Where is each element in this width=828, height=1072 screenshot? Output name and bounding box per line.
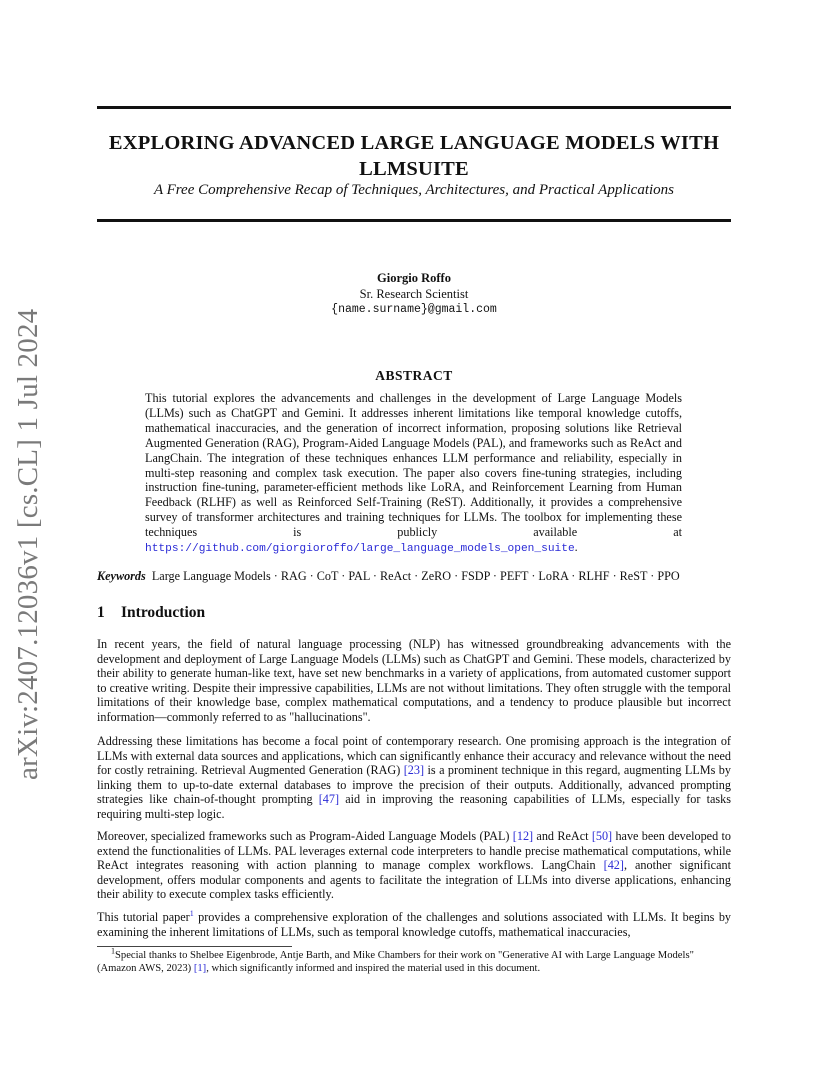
- p3-text-c: have been developed to extend the functionalities of LLMs. PAL leverages external code interpreters to handle precise mathematical computations, while ReAct integrates reasoning with action planning to manage complex workflows. LangChain: [97, 829, 731, 873]
- p2-text-a: Addressing these limitations has become a focal point of contemporary research. One promising approach is the integration of LLMs with external data sources and applications, which can significantly enhance their accuracy and relevance without the need for costly retraining. Retrieval Augmented Generation (RAG): [97, 734, 731, 778]
- section-heading: [97, 604, 205, 622]
- toolbox-link[interactable]: https://github.com/giorgioroffo/large_language_models_open_suite: [145, 543, 575, 556]
- title-top-rule: [97, 106, 731, 109]
- section-number: 1: [97, 604, 105, 621]
- intro-paragraph-3: [97, 829, 731, 902]
- keywords-list: Large Language Models · RAG · CoT · PAL · ReAct · ZeRO · FSDP · PEFT · LoRA · RLHF · ReST · PPO: [151, 569, 680, 583]
- keywords-label: Keywords: [97, 569, 146, 583]
- footnote: [97, 946, 731, 976]
- citation-link[interactable]: [47]: [318, 792, 340, 807]
- abstract-text: This tutorial explores the advancements and challenges in the development of Large Language Models (LLMs) such as ChatGPT and Gemini. It addresses inherent limitations like temporal knowledge cutoffs, mathematical inaccuracies, and the generation of incorrect information, proposing solutions like Retrieval Augmented Generation (RAG), Program-Aided Language Models (PAL), and frameworks such as ReAct and LangChain. The integration of these techniques enhances LLM performance and reliability, especially in multi-step reasoning and complex task execution. The paper also covers fine-tuning strategies, including instruction fine-tuning, parameter-efficient methods like LoRA, and Reinforcement Learning from Human Feedback (RLHF) as well as Reinforced Self-Training (ReST). Additionally, it provides a comprehensive survey of transformer architectures and training techniques for LLMs. The toolbox for implementing these techniques is publicly available at: [145, 391, 682, 540]
- abstract-end: .: [574, 540, 578, 555]
- keywords: [97, 569, 737, 584]
- author-email: {name.surname}@gmail.com: [331, 303, 497, 316]
- citation-link[interactable]: [12]: [512, 829, 534, 843]
- intro-paragraph-1: In recent years, the field of natural language processing (NLP) has witnessed groundbreaking advancements with the development and deployment of Large Language Models (LLMs) such as ChatGPT and Gemini. These models, characterized by their ability to generate human-like text, have set new benchmarks in a variety of applications, from automated customer support to creative writing. Despite their impressive capabilities, LLMs are not without limitations. They often struggle with the temporal limitations of their knowledge base, complex mathematical computations, and a tendency to produce plausible but incorrect information—commonly referred to as "hallucinations".: [97, 637, 731, 724]
- title-bottom-rule: [97, 219, 731, 222]
- p2-text-b: is a prominent technique in this regard, augmenting LLMs by linking them to up-to-date external databases to improve the precision of their outputs. Additionally, advanced prompting strategies like chain-of-thought prompting: [97, 763, 731, 807]
- footnote-number: 1: [111, 946, 115, 956]
- p4-text-b: provides a comprehensive exploration of the challenges and solutions associated with LLMs. It begins by examining the inherent limitations of LLMs, such as temporal knowledge cutoffs, mathematical inaccuracies,: [97, 910, 732, 939]
- author-role: Sr. Research Scientist: [359, 287, 469, 301]
- section-title: Introduction: [121, 604, 206, 621]
- citation-link[interactable]: [50]: [591, 829, 613, 843]
- author-name: Giorgio Roffo: [377, 271, 451, 285]
- paper-subtitle: A Free Comprehensive Recap of Techniques, Architectures, and Practical Applications: [153, 182, 675, 198]
- citation-link[interactable]: [42]: [603, 858, 624, 873]
- footnote-rule: [97, 946, 292, 947]
- arxiv-identifier: arXiv:2407.12036v1 [cs.CL] 1 Jul 2024: [12, 308, 44, 780]
- p3-text-b: and ReAct: [533, 829, 592, 843]
- footnote-marker[interactable]: 1: [189, 908, 194, 918]
- p4-text-a: This tutorial paper: [97, 910, 190, 924]
- p2-text-c: aid in improving the reasoning capabilities of LLMs, especially for tasks requiring multi-step logic.: [97, 792, 731, 821]
- paper-title: [97, 130, 731, 182]
- intro-paragraph-2: [97, 734, 731, 822]
- citation-link[interactable]: [1]: [193, 963, 207, 975]
- footnote-text-a: Special thanks to Shelbee Eigenbrode, Antje Barth, and Mike Chambers for their work on "Generative AI with Large Language Models" (Amazon AWS, 2023): [97, 950, 694, 975]
- paper-title-line-1: EXPLORING ADVANCED LARGE LANGUAGE MODELS WITH: [108, 132, 720, 154]
- p3-text-a: Moreover, specialized frameworks such as Program-Aided Language Models (PAL): [97, 829, 513, 843]
- citation-link[interactable]: [23]: [403, 763, 425, 778]
- abstract-body: [145, 391, 682, 557]
- intro-paragraph-4: [97, 910, 731, 939]
- abstract-heading: ABSTRACT: [375, 368, 453, 383]
- author-block: [97, 270, 731, 318]
- p3-text-d: , another significant development, offers modular components and agents to facilitate the integration of LLMs into diverse applications, enhancing their ability to execute complex tasks efficiently.: [97, 858, 731, 902]
- footnote-text-b: , which significantly informed and inspired the material used in this document.: [206, 963, 541, 975]
- paper-title-line-2: LLMSUITE: [359, 158, 469, 180]
